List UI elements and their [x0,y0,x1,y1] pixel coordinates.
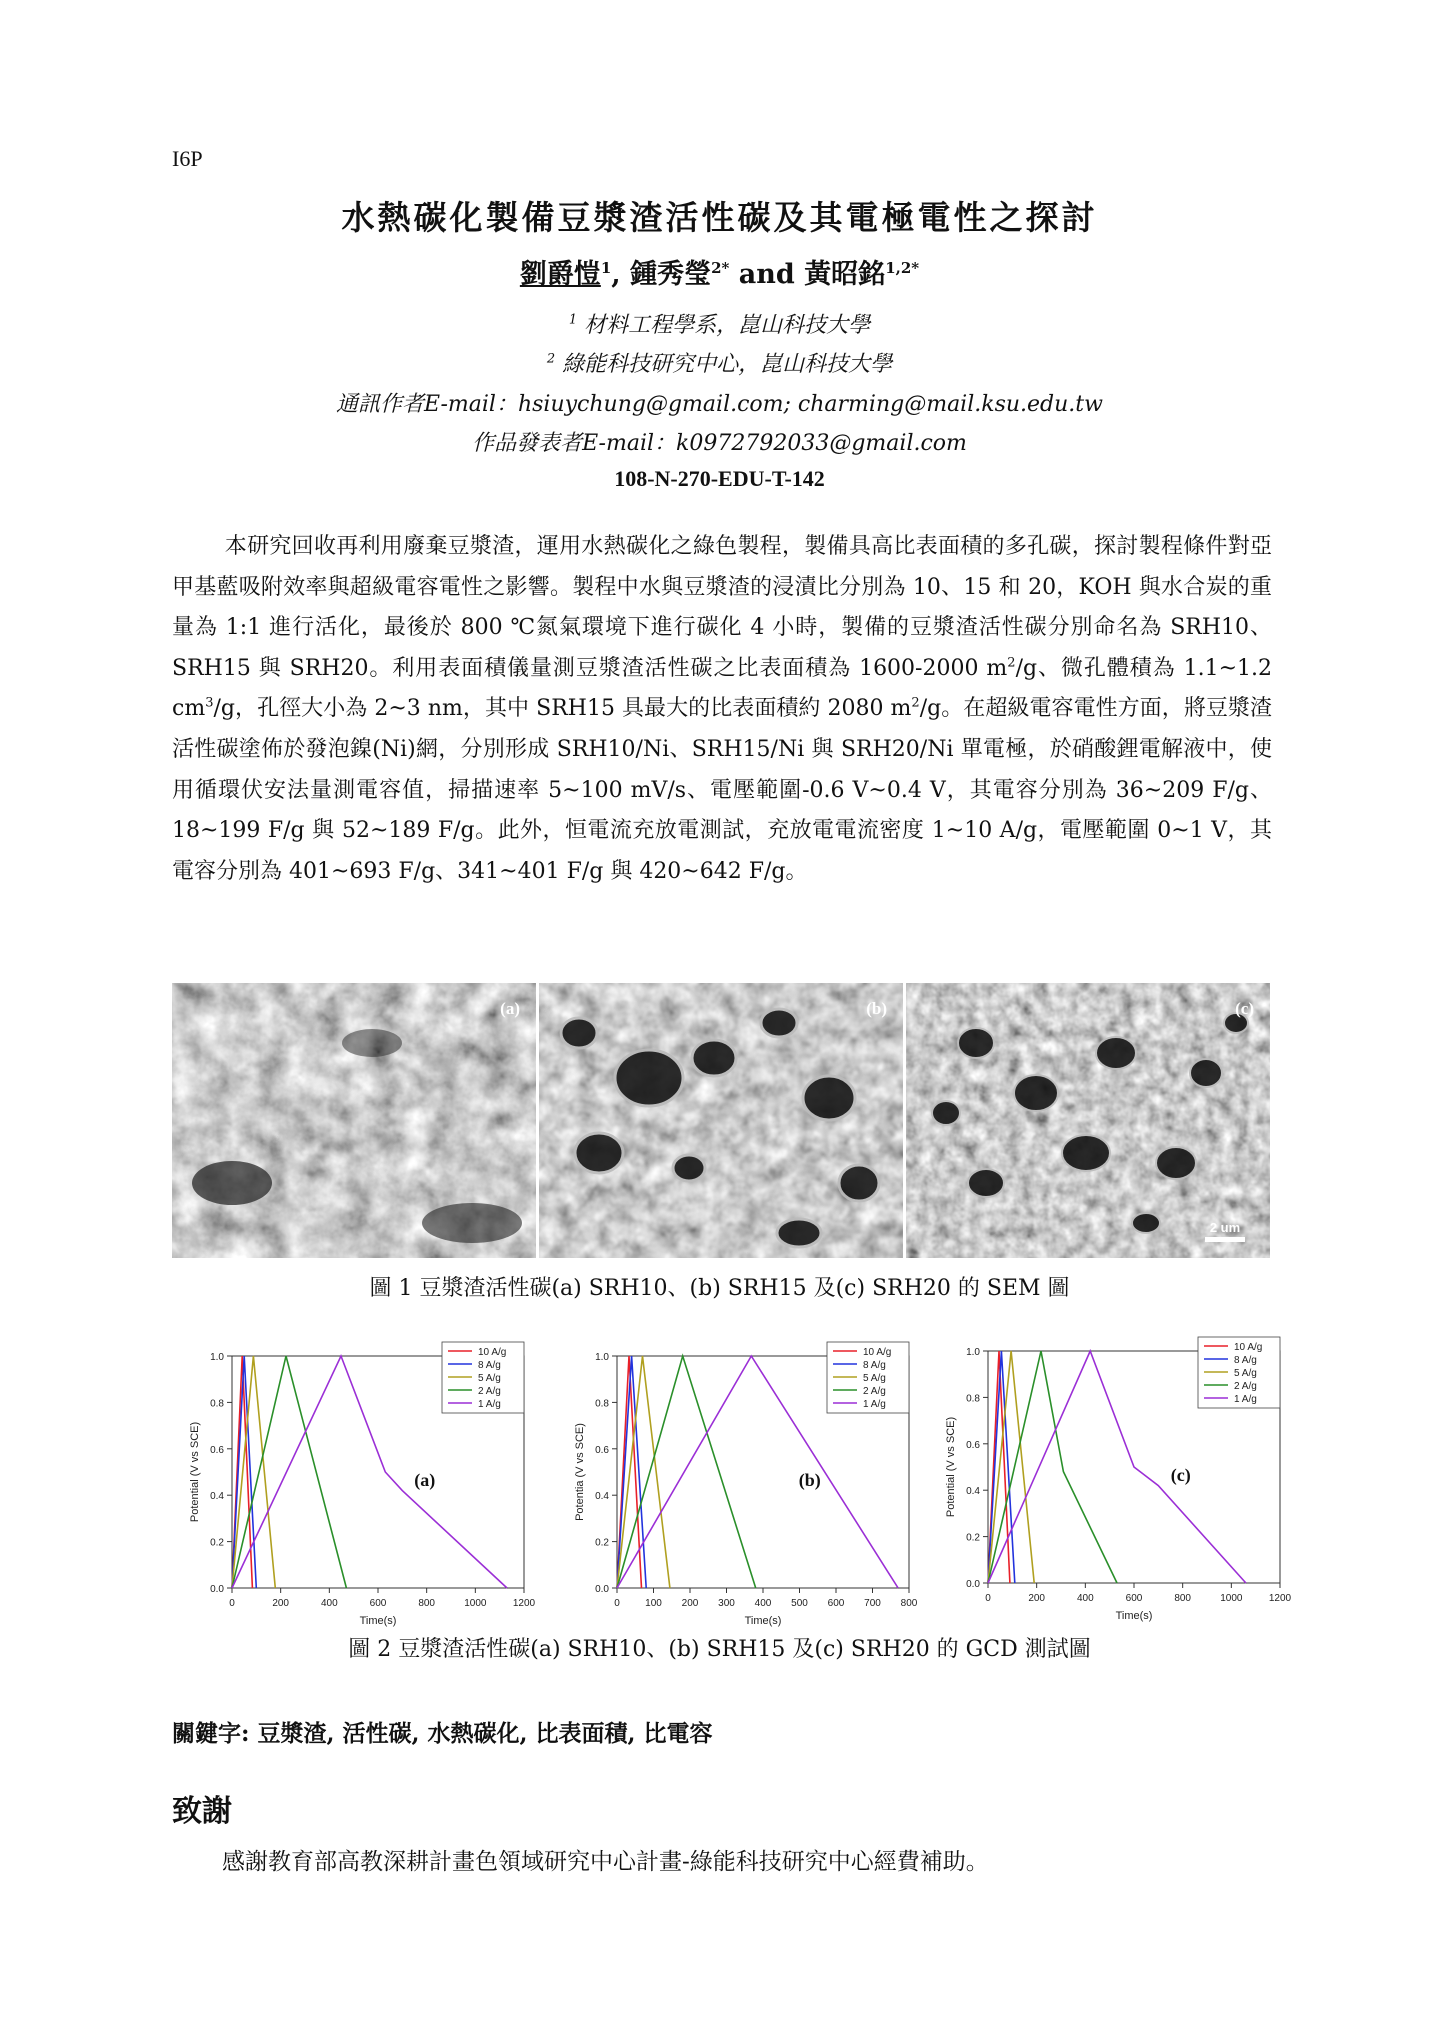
legend-label: 8 A/g [863,1360,886,1371]
author-2-sup: 2* [711,259,730,277]
sem-panel-label-b: (b) [866,999,887,1018]
affiliation-2-sup: 2 [546,351,556,367]
abstract-sup-3: 2 [911,696,920,712]
x-tick-label: 800 [1174,1593,1192,1604]
author-1-name: 劉爵愷 [519,259,601,290]
chart-panel-label: (c) [1170,1464,1191,1485]
legend-label: 8 A/g [478,1360,501,1371]
x-tick-label: 300 [718,1598,735,1609]
legend-label: 2 A/g [863,1386,886,1397]
legend-label: 5 A/g [863,1373,886,1384]
x-tick-label: 0 [985,1593,991,1604]
legend-label: 10 A/g [478,1347,507,1358]
x-tick-label: 1000 [464,1598,487,1609]
scale-bar-line [1205,1237,1245,1242]
author-2-name: 鍾秀瑩 [630,259,712,290]
corresponding-email: 通訊作者E-mail：hsiuychung@gmail.com; charming@mail.ksu.edu.tw [336,392,1103,417]
gcd-chart-c [928,1333,1298,1633]
abstract-sup-2: 3 [205,696,214,712]
y-tick-label: 1.0 [595,1352,609,1363]
x-tick-label: 800 [418,1598,436,1609]
y-tick-label: 0.0 [966,1579,980,1590]
x-tick-label: 1200 [512,1598,536,1609]
legend-label: 8 A/g [1234,1355,1257,1366]
gcd-chart-b-svg [557,1338,927,1638]
abstract-text-4: /g。在超級電容電性方面，將豆漿渣活性碳塗佈於發泡鎳(Ni)網，分別形成 SRH10/Ni、SRH15/Ni 與 SRH20/Ni 單電極，於硝酸鋰電解液中，使用循環伏安法量測電容值，掃描速率 5~100 mV/s、電壓範圍-0.6 V~0.4 V，其電容分別為 36~209 F/g、18~199 F/g 與 52~189 F/g。此外，恒電流充放電測試，充放電電流密度 1~10 A/g，電壓範圍 0~1 V，其電容分別為 401~693 F/g、341~401 F/g 與 420~642 F/g。 [172,696,1272,884]
x-tick-label: 0 [614,1598,620,1609]
paper-title: 水熱碳化製備豆漿渣活性碳及其電極電性之探討 [341,198,1098,237]
y-axis-label: Potential (V vs SCE) [189,1421,201,1523]
acknowledgement-heading: 致謝 [172,1794,232,1829]
author-3-name: 黃昭銘 [804,259,886,290]
x-axis-label: Time(s) [744,1615,782,1627]
y-tick-label: 0.0 [210,1584,224,1595]
y-tick-label: 0.2 [966,1532,980,1544]
legend-label: 10 A/g [863,1347,892,1358]
sem-texture-b [539,983,903,1258]
x-tick-label: 1000 [1220,1593,1243,1604]
scale-bar-label: 2 um [1209,1220,1241,1235]
legend-label: 1 A/g [1234,1394,1257,1405]
chart-panel-label: (a) [414,1469,436,1490]
sem-image-a [172,983,536,1258]
author-3-sup: 1,2* [885,259,920,277]
gcd-chart-a [172,1338,542,1638]
legend-label: 1 A/g [863,1399,886,1410]
y-tick-label: 1.0 [210,1352,224,1363]
paper-code: 108-N-270-EDU-T-142 [614,466,825,491]
x-tick-label: 400 [320,1598,338,1609]
y-tick-label: 0.4 [595,1491,609,1503]
sem-image-b [539,983,903,1258]
y-tick-label: 0.2 [595,1537,609,1549]
gcd-chart-a-svg [172,1338,542,1638]
y-axis-label: Potentia (V vs SCE) [574,1423,586,1521]
x-tick-label: 200 [681,1598,699,1609]
x-tick-label: 500 [791,1598,808,1609]
y-tick-label: 0.4 [966,1486,980,1498]
chart-panel-label: (b) [798,1469,821,1490]
affiliation-1 [0,308,1439,339]
affiliation-1-sup: 1 [568,312,578,328]
x-tick-label: 600 [1125,1593,1143,1604]
x-tick-label: 400 [1076,1593,1094,1604]
x-axis-label: Time(s) [359,1615,397,1627]
affiliation-2 [0,347,1439,378]
legend-label: 10 A/g [1234,1342,1263,1353]
legend-label: 2 A/g [1234,1381,1257,1392]
abstract-sup-1: 2 [1007,655,1016,671]
sem-panel-label-a: (a) [500,999,520,1018]
y-axis-label: Potential (V vs SCE) [945,1416,957,1518]
legend-label: 5 A/g [1234,1368,1257,1379]
sem-image-c [906,983,1270,1258]
legend-label: 2 A/g [478,1386,501,1397]
scale-bar [1205,1220,1245,1242]
y-tick-label: 0.8 [210,1398,224,1410]
x-axis-label: Time(s) [1115,1610,1153,1622]
author-separator: , [611,259,631,290]
keywords: 關鍵字: 豆漿渣, 活性碳, 水熱碳化, 比表面積, 比電容 [172,1720,713,1747]
y-tick-label: 0.8 [595,1398,609,1410]
x-tick-label: 700 [864,1598,881,1609]
gcd-chart-c-svg [928,1333,1298,1633]
affiliation-2-text: 綠能科技研究中心，崑山科技大學 [555,352,893,377]
x-tick-label: 800 [900,1598,918,1609]
x-tick-label: 400 [754,1598,772,1609]
x-tick-label: 600 [827,1598,845,1609]
legend-label: 1 A/g [478,1399,501,1410]
x-tick-label: 0 [229,1598,235,1609]
abstract-text-1: 本研究回收再利用廢棄豆漿渣，運用水熱碳化之綠色製程，製備具高比表面積的多孔碳，探討製程條件對亞甲基藍吸附效率與超級電容電性之影響。製程中水與豆漿渣的浸漬比分別為 10、15 和 20，KOH 與水合炭的重量為 1:1 進行活化，最後於 800 ℃氮氣環境下進行碳化 4 小時，製備的豆漿渣活性碳分別命名為 SRH10、SRH15 與 SRH20。利用表面積儀量測豆漿渣活性碳之比表面積為 1600-2000 m [172,534,1272,681]
acknowledgement-text: 感謝教育部高教深耕計畫色領域研究中心計畫-綠能科技研究中心經費補助。 [222,1849,989,1875]
sem-texture-a [172,983,536,1258]
y-tick-label: 1.0 [966,1347,980,1358]
abstract-text-3: /g，孔徑大小為 2~3 nm，其中 SRH15 具最大的比表面積約 2080 m [213,696,912,722]
abstract-paragraph [172,527,1272,892]
author-1-sup: 1 [600,259,612,277]
sem-texture-c [906,983,1270,1258]
legend-label: 5 A/g [478,1373,501,1384]
sem-panel-label-c: (c) [1235,999,1254,1018]
y-tick-label: 0.6 [595,1444,609,1456]
y-tick-label: 0.4 [210,1491,224,1503]
abstract-text-2: /g、微孔體積為 1.1~1.2 cm [172,655,1272,722]
x-tick-label: 600 [369,1598,387,1609]
gcd-chart-b [557,1338,927,1638]
x-tick-label: 100 [645,1598,662,1609]
y-tick-label: 0.0 [595,1584,609,1595]
x-tick-label: 1200 [1268,1593,1292,1604]
author-and: and [729,259,805,290]
y-tick-label: 0.8 [966,1393,980,1405]
y-tick-label: 0.6 [210,1444,224,1456]
author-line [0,252,1439,291]
presenter-email: 作品發表者E-mail：k0972792033@gmail.com [472,431,967,456]
figure-2-caption: 圖 2 豆漿渣活性碳(a) SRH10、(b) SRH15 及(c) SRH20 的 GCD 測試圖 [348,1637,1091,1662]
y-tick-label: 0.2 [210,1537,224,1549]
x-tick-label: 200 [1028,1593,1046,1604]
x-tick-label: 200 [272,1598,290,1609]
figure-1-caption: 圖 1 豆漿渣活性碳(a) SRH10、(b) SRH15 及(c) SRH20 的 SEM 圖 [369,1276,1070,1301]
affiliation-1-text: 材料工程學系，崑山科技大學 [577,313,871,338]
page-label: I6P [172,146,203,171]
y-tick-label: 0.6 [966,1439,980,1451]
